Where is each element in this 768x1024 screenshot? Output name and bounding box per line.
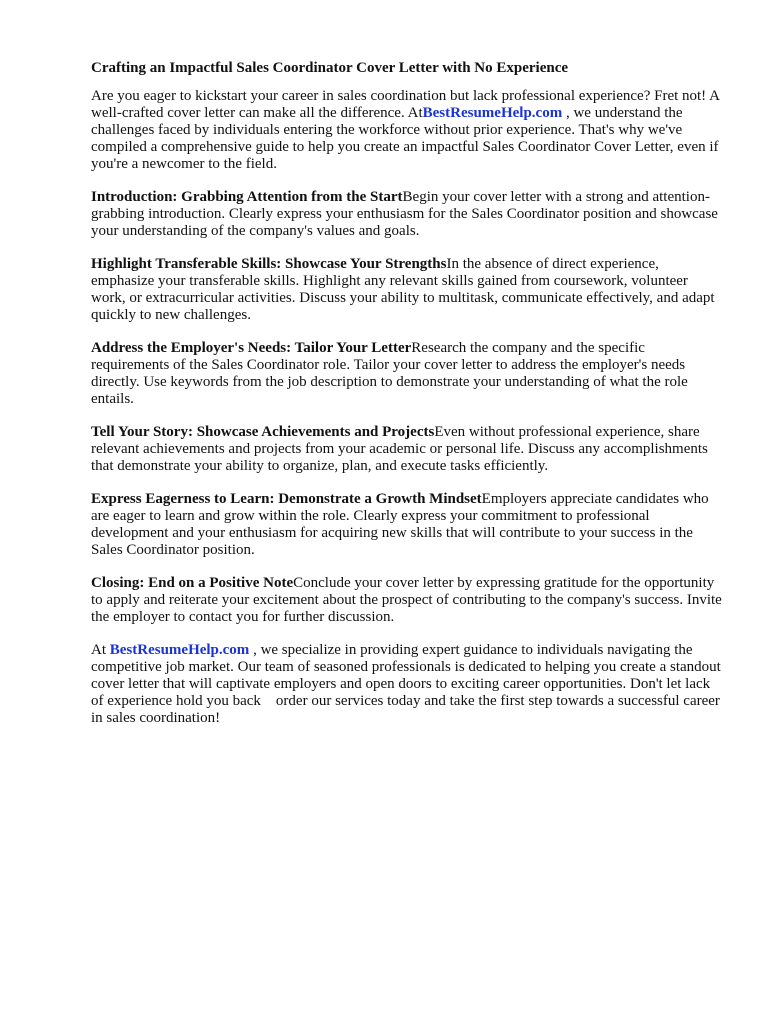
intro-text: Are you eager to kickstart your career in sales coordination but lack professional experience? Fret not! A well-crafted cover letter can make all the difference. At: [91, 88, 720, 121]
closing-text-continued: , we specialize in providing expert guidance to individuals navigating the competitive job market. Our team of seasoned professionals is dedicated to helping you create a standout cover letter that will captivate employers and open doors to exciting career opportunities. Don't let lack of experience hold you back order our services today and take the first step towards a successful career in sales coordination!: [91, 642, 721, 726]
section-body: In the absence of direct experience, emphasize your transferable skills. Highlight any relevant skills gained from coursework, volunteer work, or extracurricular activities. Discuss your ability to multitask, communicate effectively, and adapt quickly to new challenges.: [91, 256, 715, 323]
section-heading: Tell Your Story: Showcase Achievements and Projects: [91, 424, 435, 440]
section-body: Employers appreciate candidates who are eager to learn and grow within the role. Clearly express your commitment to professional development and your enthusiasm for acquiring new skills that will contribute to your success in the Sales Coordinator position.: [91, 491, 709, 558]
intro-text-continued: , we understand the challenges faced by individuals entering the workforce without prior experience. That's why we've compiled a comprehensive guide to help you create an impactful Sales Coordinator Cover Letter, even if you're a newcomer to the field.: [91, 105, 719, 172]
section-paragraph: [91, 189, 724, 240]
section-heading: Highlight Transferable Skills: Showcase Your Strengths: [91, 256, 447, 272]
section-heading: Express Eagerness to Learn: Demonstrate a Growth Mindset: [91, 491, 482, 507]
section-body: Conclude your cover letter by expressing gratitude for the opportunity to apply and reiterate your excitement about the prospect of contributing to the company's success. Invite the employer to contact you for further discussion.: [91, 575, 722, 625]
section-paragraph: [91, 256, 724, 324]
closing-text: At: [91, 642, 110, 658]
section-body: Even without professional experience, share relevant achievements and projects from your academic or personal life. Discuss any accomplishments that demonstrate your ability to organize, plan, and execute tasks efficiently.: [91, 424, 708, 474]
section-paragraph: [91, 491, 724, 559]
section-body: Begin your cover letter with a strong and attention-grabbing introduction. Clearly express your enthusiasm for the Sales Coordinator position and showcase your understanding of the company's values and goals.: [91, 189, 718, 239]
section-paragraph: [91, 340, 724, 408]
section-paragraph: [91, 575, 724, 626]
section-paragraph: [91, 424, 724, 475]
intro-link[interactable]: BestResumeHelp.com: [422, 105, 563, 121]
document-title: Crafting an Impactful Sales Coordinator Cover Letter with No Experience: [91, 60, 569, 76]
section-body: Research the company and the specific requirements of the Sales Coordinator role. Tailor your cover letter to address the employer's needs directly. Use keywords from the job description to demonstrate your understanding of what the role entails.: [91, 340, 688, 407]
intro-paragraph: [91, 88, 724, 173]
section-heading: Closing: End on a Positive Note: [91, 575, 294, 591]
closing-paragraph: [91, 642, 724, 727]
closing-link[interactable]: BestResumeHelp.com: [109, 642, 250, 658]
section-heading: Introduction: Grabbing Attention from the Start: [91, 189, 403, 205]
section-heading: Address the Employer's Needs: Tailor Your Letter: [91, 340, 412, 356]
